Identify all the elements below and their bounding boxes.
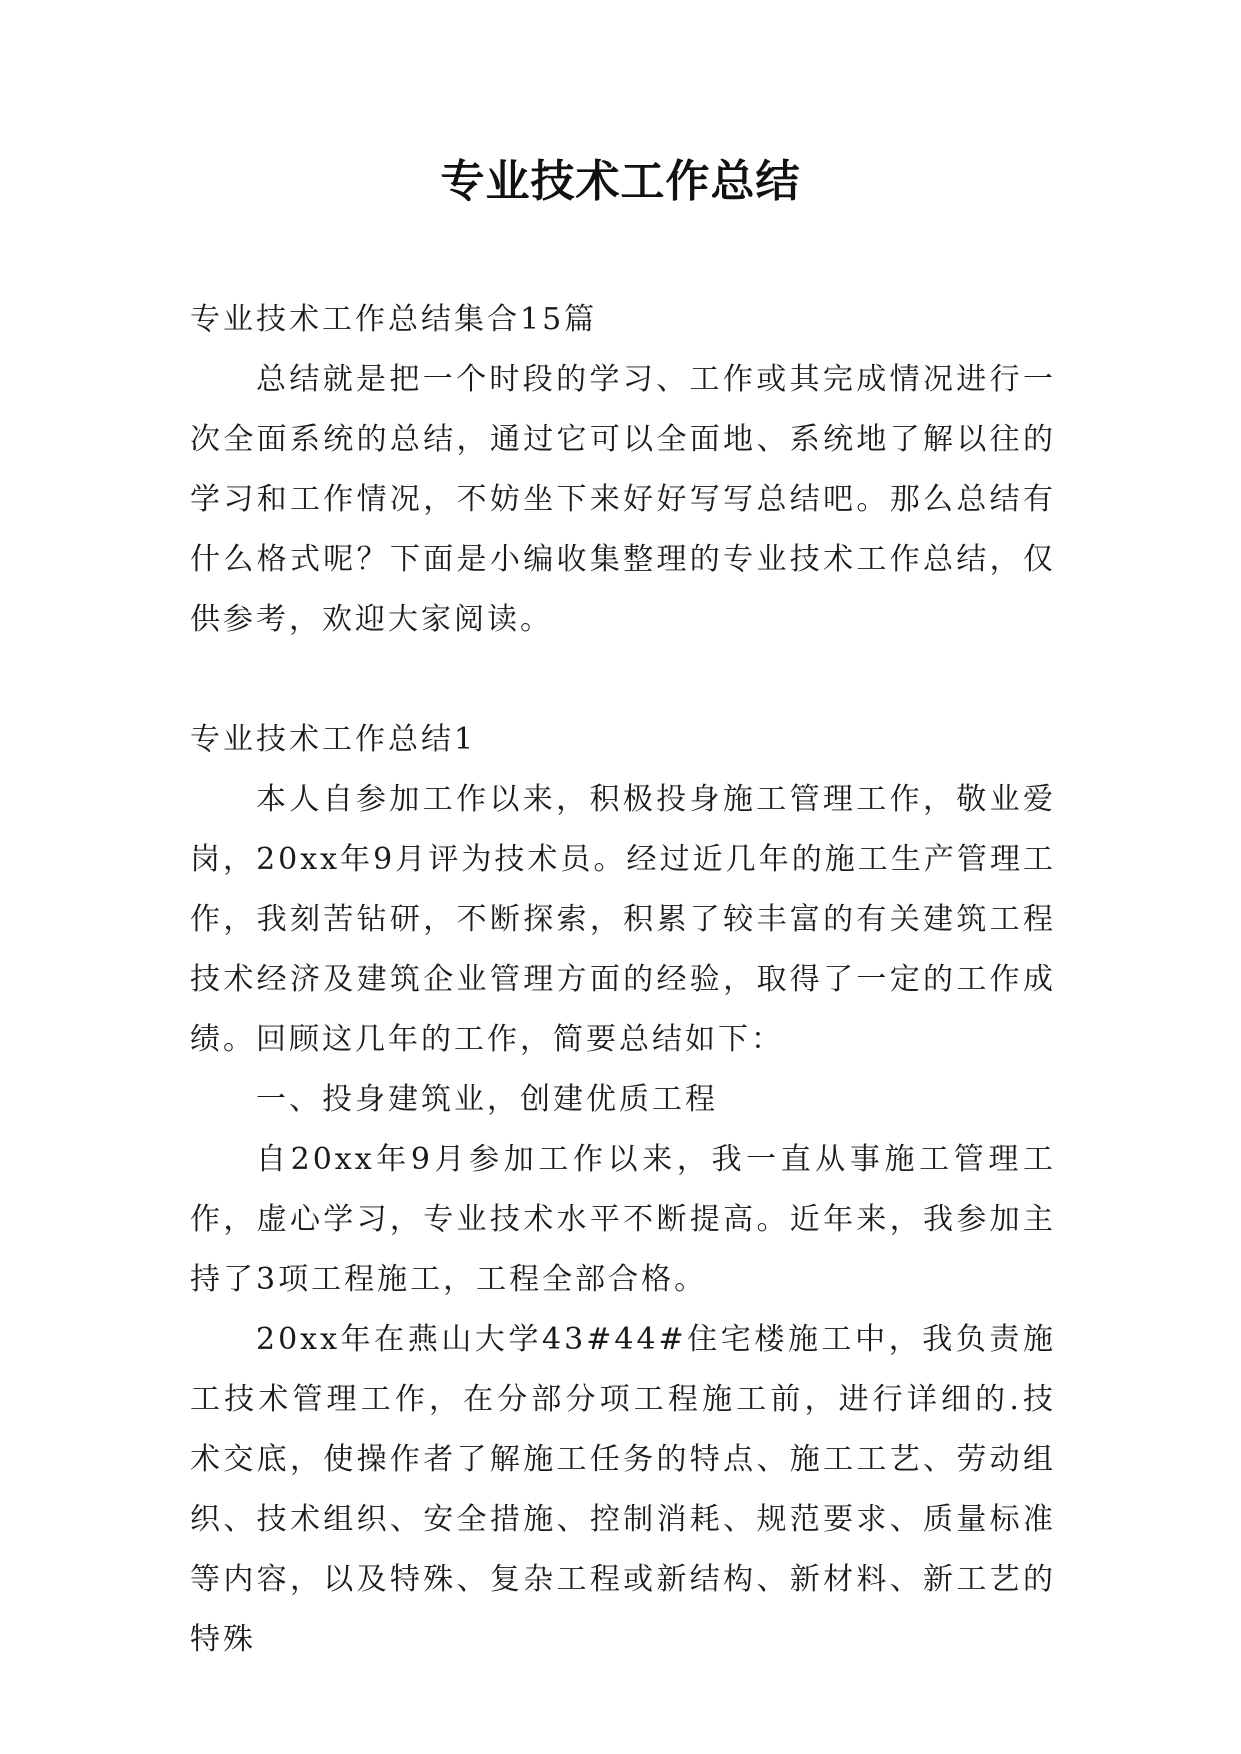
body-paragraph-1: 本人自参加工作以来，积极投身施工管理工作，敬业爱岗，20xx年9月评为技术员。经过近几年的施工生产管理工作，我刻苦钻研，不断探索，积累了较丰富的有关建筑工程技术经济及建筑企业管理方面的经验，取得了一定的工作成绩。回顾这几年的工作，简要总结如下： bbox=[190, 782, 1056, 1057]
section-heading: 专业技术工作总结1 bbox=[190, 722, 477, 757]
document-subtitle: 专业技术工作总结集合15篇 bbox=[190, 302, 598, 337]
document-body bbox=[190, 290, 1056, 1670]
subheading-1: 一、投身建筑业，创建优质工程 bbox=[256, 1082, 718, 1117]
body-paragraph-2: 自20xx年9月参加工作以来，我一直从事施工管理工作，虚心学习，专业技术水平不断提高。近年来，我参加主持了3项工程施工，工程全部合格。 bbox=[190, 1142, 1056, 1297]
document-title: 专业技术工作总结 bbox=[440, 156, 801, 207]
intro-paragraph: 总结就是把一个时段的学习、工作或其完成情况进行一次全面系统的总结，通过它可以全面地、系统地了解以往的学习和工作情况，不妨坐下来好好写写总结吧。那么总结有什么格式呢？下面是小编收集整理的专业技术工作总结，仅供参考，欢迎大家阅读。 bbox=[190, 362, 1056, 637]
body-paragraph-3: 20xx年在燕山大学43#44#住宅楼施工中，我负责施工技术管理工作，在分部分项工程施工前，进行详细的.技术交底，使操作者了解施工任务的特点、施工工艺、劳动组织、技术组织、安全措施、控制消耗、规范要求、质量标准等内容，以及特殊、复杂工程或新结构、新材料、新工艺的特殊 bbox=[190, 1322, 1056, 1657]
